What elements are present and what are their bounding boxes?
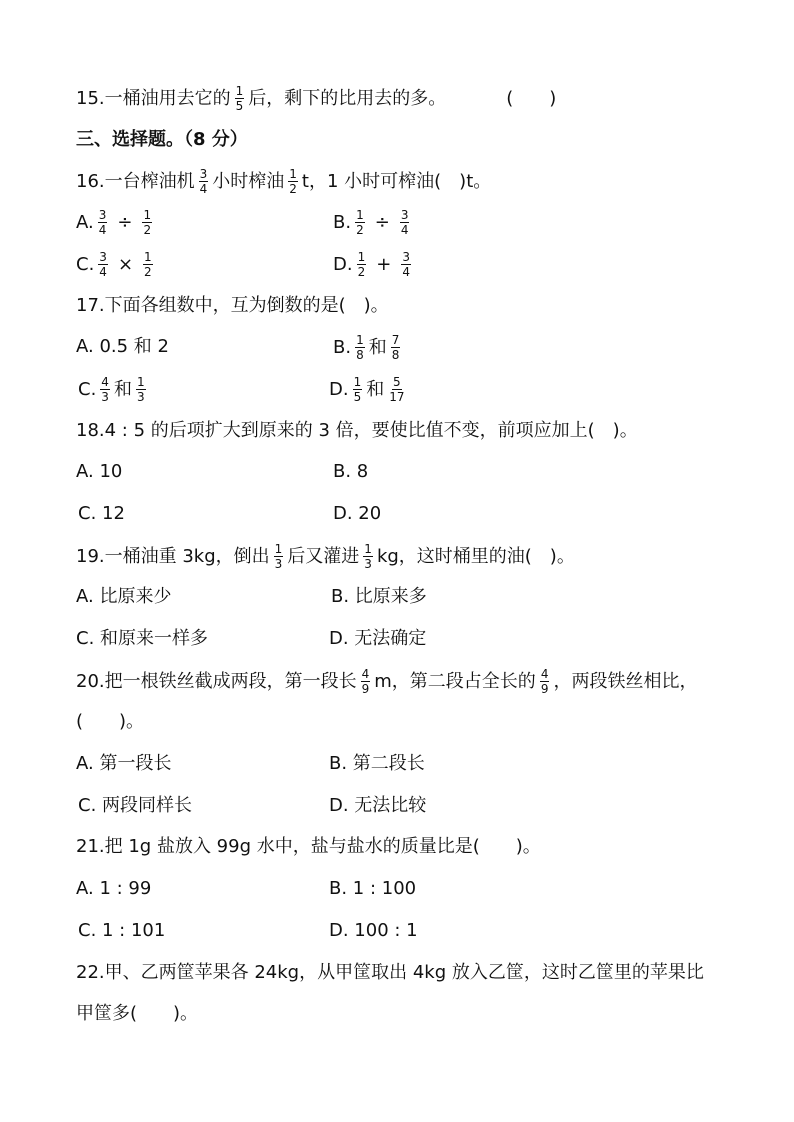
q19-fraction-2: $\frac{1}{3}$ xyxy=(364,542,372,571)
question-17: 17.下面各组数中，互为倒数的是( )。 xyxy=(76,295,389,316)
q20-answer-blank[interactable]: ( )。 xyxy=(76,711,145,732)
question-18: 18.4 : 5 的后项扩大到原来的 3 倍，要使比值不变，前项应加上( )。 xyxy=(76,420,638,441)
q16-option-c[interactable]: C. $\frac{3}{4}$ × $\frac{1}{2}$ xyxy=(76,250,152,279)
q19-option-b[interactable]: B. 比原来多 xyxy=(331,586,427,607)
q17-option-d[interactable]: D. $\frac{1}{5}$ 和 $\frac{5}{17}$ xyxy=(329,375,405,404)
q19-fraction-1: $\frac{1}{3}$ xyxy=(274,542,283,571)
question-19: 19.一桶油重 3kg，倒出 $\frac{1}{3}$ 后又灌进 $\frac{1}{3}$ kg，这时桶里的油( )。 xyxy=(76,542,575,571)
q16-c-fraction-1: $\frac{3}{4}$ xyxy=(99,250,107,279)
q20-option-d[interactable]: D. 无法比较 xyxy=(329,795,427,816)
q22-continuation: 甲筐多( )。 xyxy=(76,1003,199,1024)
q17-d-fraction-1: $\frac{1}{5}$ xyxy=(353,375,362,404)
q16-fraction-1: $\frac{3}{4}$ xyxy=(199,167,208,196)
q16-a-fraction-1: $\frac{3}{4}$ xyxy=(98,208,107,237)
q20-option-c[interactable]: C. 两段同样长 xyxy=(78,795,193,816)
q21-option-b[interactable]: B. 1 : 100 xyxy=(329,878,417,899)
question-16 xyxy=(76,168,491,195)
q17-option-a[interactable]: A. 0.5 和 2 xyxy=(76,336,169,357)
q16-text-c: t，1 小时可榨油( )t。 xyxy=(301,170,492,192)
q17-b-fraction-1: $\frac{1}{8}$ xyxy=(356,333,364,362)
q16-text-a: 16.一台榨油机 xyxy=(76,170,195,192)
question-21: 21.把 1g 盐放入 99g 水中，盐与盐水的质量比是( )。 xyxy=(76,836,541,857)
q15-text-b: 后，剩下的比用去的多。 xyxy=(248,87,447,109)
q17-d-fraction-2: $\frac{5}{17}$ xyxy=(389,375,405,404)
q21-option-a[interactable]: A. 1 : 99 xyxy=(76,878,152,899)
q16-a-fraction-2: $\frac{1}{2}$ xyxy=(143,208,152,237)
q20-fraction-2: $\frac{4}{9}$ xyxy=(540,667,549,696)
q20-option-b[interactable]: B. 第二段长 xyxy=(329,753,425,774)
q16-fraction-2: $\frac{1}{2}$ xyxy=(289,167,297,196)
q17-option-c[interactable]: C. $\frac{4}{3}$ 和 $\frac{1}{3}$ xyxy=(78,375,145,404)
q18-option-a[interactable]: A. 10 xyxy=(76,461,123,482)
q21-option-d[interactable]: D. 100 : 1 xyxy=(329,920,418,941)
q19-option-c[interactable]: C. 和原来一样多 xyxy=(76,628,209,649)
q19-option-d[interactable]: D. 无法确定 xyxy=(329,628,427,649)
q17-c-fraction-2: $\frac{1}{3}$ xyxy=(136,375,145,404)
question-15 xyxy=(76,85,556,112)
q15-fraction: $\frac{1}{5}$ xyxy=(235,84,244,113)
q18-option-b[interactable]: B. 8 xyxy=(333,461,369,482)
section-3-heading: 三、选择题。（8 分） xyxy=(76,129,248,150)
q16-text-b: 小时榨油 xyxy=(212,170,285,192)
q17-b-fraction-2: $\frac{7}{8}$ xyxy=(391,333,400,362)
q15-text-a: 15.一桶油用去它的 xyxy=(76,87,231,109)
q16-option-d[interactable]: D. $\frac{1}{2}$ + $\frac{3}{4}$ xyxy=(333,250,410,279)
question-20: 20.把一根铁丝截成两段，第一段长 $\frac{4}{9}$ m，第二段占全长的 $\frac{4}{9}$ ，两段铁丝相比， xyxy=(76,667,698,696)
q16-b-fraction-2: $\frac{3}{4}$ xyxy=(400,208,409,237)
q17-c-fraction-1: $\frac{4}{3}$ xyxy=(101,375,109,404)
q16-option-a[interactable]: A. $\frac{3}{4}$ ÷ $\frac{1}{2}$ xyxy=(76,208,152,237)
q20-fraction-1: $\frac{4}{9}$ xyxy=(361,667,370,696)
question-22: 22.甲、乙两筐苹果各 24kg，从甲筐取出 4kg 放入乙筐，这时乙筐里的苹果比 xyxy=(76,962,704,983)
q21-option-c[interactable]: C. 1 : 101 xyxy=(78,920,166,941)
q16-c-fraction-2: $\frac{1}{2}$ xyxy=(144,250,152,279)
q16-b-fraction-1: $\frac{1}{2}$ xyxy=(356,208,364,237)
q18-option-c[interactable]: C. 12 xyxy=(78,503,125,524)
q16-option-b[interactable]: B. $\frac{1}{2}$ ÷ $\frac{3}{4}$ xyxy=(333,208,409,237)
q16-d-fraction-1: $\frac{1}{2}$ xyxy=(357,250,366,279)
q15-answer-blank[interactable]: ( ) xyxy=(506,87,557,109)
q18-option-d[interactable]: D. 20 xyxy=(333,503,382,524)
q17-option-b[interactable]: B. $\frac{1}{8}$ 和 $\frac{7}{8}$ xyxy=(333,333,400,362)
q20-option-a[interactable]: A. 第一段长 xyxy=(76,753,172,774)
q16-d-fraction-2: $\frac{3}{4}$ xyxy=(402,250,410,279)
q19-option-a[interactable]: A. 比原来少 xyxy=(76,586,172,607)
